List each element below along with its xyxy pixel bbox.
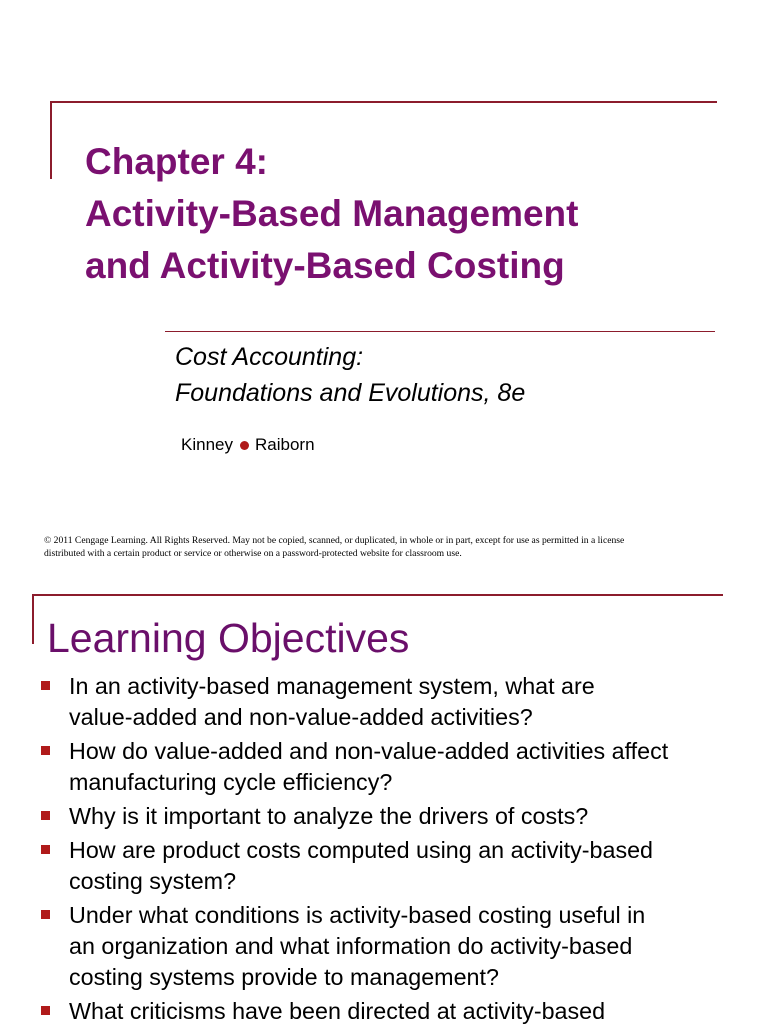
- objective-line: costing systems provide to management?: [69, 964, 499, 990]
- copyright-line: © 2011 Cengage Learning. All Rights Reserved. May not be copied, scanned, or duplicated, in whole or in part, except for use as permitted in a license: [44, 535, 625, 546]
- objective-text: [69, 900, 768, 993]
- title-slide-left-rule: [50, 101, 52, 179]
- objective-line: costing system?: [69, 868, 237, 894]
- objective-item: [0, 736, 768, 798]
- objective-text: [69, 801, 768, 832]
- objectives-slide-top-rule: [32, 594, 723, 596]
- objective-text: [69, 671, 768, 733]
- objective-line: In an activity-based management system, what are: [69, 673, 595, 699]
- objective-text: [69, 996, 768, 1024]
- objective-line: Why is it important to analyze the drivers of costs?: [69, 803, 589, 829]
- objective-line: an organization and what information do activity-based: [69, 933, 633, 959]
- objectives-title: Learning Objectives: [47, 615, 410, 661]
- book-title-line: Foundations and Evolutions, 8e: [175, 379, 526, 407]
- chapter-title: [85, 136, 745, 292]
- objective-text: [69, 736, 768, 798]
- objective-line: How do value-added and non-value-added activities affect: [69, 738, 669, 764]
- copyright-line: distributed with a certain product or service or otherwise on a password-protected website for classroom use.: [44, 548, 462, 559]
- objective-item: [0, 900, 768, 993]
- objective-item: [0, 801, 768, 832]
- objective-text: [69, 835, 768, 897]
- objective-line: value-added and non-value-added activities?: [69, 704, 533, 730]
- title-slide-top-rule: [50, 101, 717, 103]
- subtitle-rule: [165, 331, 715, 332]
- bullet-dot-icon: [240, 441, 249, 450]
- objectives-slide-left-rule: [32, 594, 34, 644]
- author-name: Kinney: [181, 435, 233, 454]
- objective-line: What criticisms have been directed at activity-based: [69, 998, 606, 1024]
- objectives-list: [0, 671, 768, 1024]
- authors: [181, 434, 315, 456]
- objective-line: How are product costs computed using an activity-based: [69, 837, 654, 863]
- book-title-line: Cost Accounting:: [175, 343, 364, 371]
- objective-item: [0, 835, 768, 897]
- square-bullet-icon: [41, 1006, 50, 1015]
- square-bullet-icon: [41, 811, 50, 820]
- objective-item: [0, 996, 768, 1024]
- objective-item: [0, 671, 768, 733]
- chapter-title-line: Chapter 4:: [85, 141, 268, 182]
- author-name: Raiborn: [254, 435, 315, 454]
- objective-line: manufacturing cycle efficiency?: [69, 769, 393, 795]
- chapter-title-line: Activity-Based Management: [85, 193, 579, 234]
- chapter-title-line: and Activity-Based Costing: [85, 245, 565, 286]
- square-bullet-icon: [41, 681, 50, 690]
- square-bullet-icon: [41, 910, 50, 919]
- objective-line: Under what conditions is activity-based costing useful in: [69, 902, 646, 928]
- square-bullet-icon: [41, 845, 50, 854]
- copyright-notice: [44, 534, 724, 560]
- book-title: [175, 339, 525, 411]
- square-bullet-icon: [41, 746, 50, 755]
